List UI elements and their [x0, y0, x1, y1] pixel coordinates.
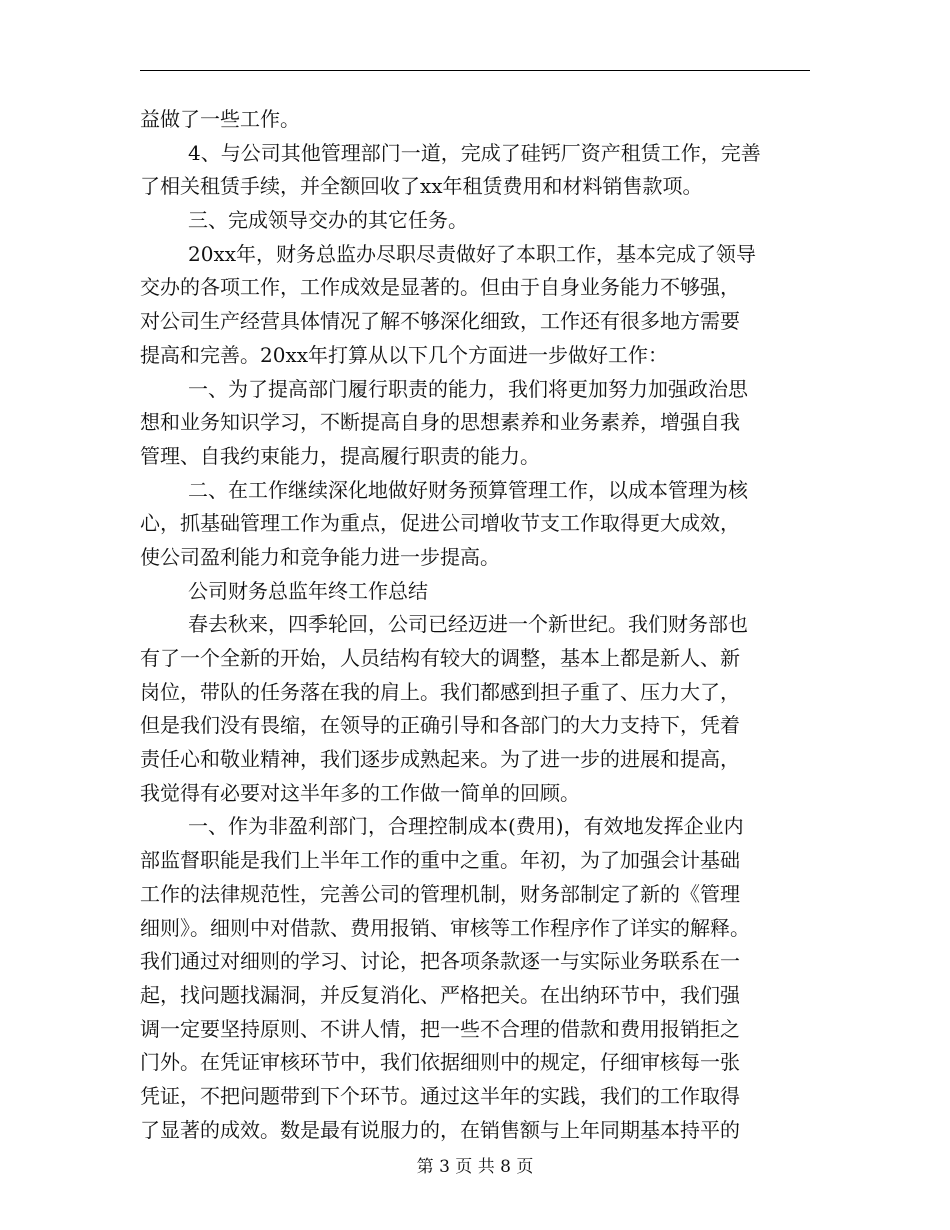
text-line: 三、完成领导交办的其它任务。	[188, 208, 468, 233]
text-line: 有了一个全新的开始，人员结构有较大的调整，基本上都是新人、新	[140, 646, 740, 670]
text-line: 管理、自我约束能力，提高履行职责的能力。	[140, 443, 540, 468]
text-line: 益做了一些工作。	[140, 107, 300, 131]
text-line: 交办的各项工作，工作成效是显著的。但由于自身业务能力不够强，	[140, 275, 740, 300]
text-line: 细则》。细则中对借款、费用报销、审核等工作程序作了详实的解释。	[140, 915, 750, 940]
text-line: 心，抓基础管理工作为重点，促进公司增收节支工作取得更大成效，	[140, 511, 740, 536]
text-line: 对公司生产经营具体情况了解不够深化细致，工作还有很多地方需要	[140, 309, 740, 334]
text-line: 我们通过对细则的学习、讨论，把各项条款逐一与实际业务联系在一	[140, 949, 740, 974]
text-line: 20xx年，财务总监办尽职尽责做好了本职工作，基本完成了领导	[188, 241, 757, 266]
text-line: 一、为了提高部门履行职责的能力，我们将更加努力加强政治思	[188, 376, 748, 401]
text-line: 想和业务知识学习，不断提高自身的思想素养和业务素养，增强自我	[140, 410, 740, 435]
text-line: 门外。在凭证审核环节中，我们依据细则中的规定，仔细审核每一张	[140, 1050, 740, 1075]
text-line: 岗位，带队的任务落在我的肩上。我们都感到担子重了、压力大了，	[140, 679, 740, 704]
text-line: 调一定要坚持原则、不讲人情，把一些不合理的借款和费用报销拒之	[140, 1016, 740, 1041]
header-rule	[140, 70, 810, 71]
text-line: 凭证，不把问题带到下个环节。通过这半年的实践，我们的工作取得	[140, 1083, 740, 1108]
section-title: 公司财务总监年终工作总结	[188, 578, 428, 603]
text-line: 工作的法律规范性，完善公司的管理机制，财务部制定了新的《管理	[140, 881, 740, 906]
text-line: 了显著的成效。数是最有说服力的，在销售额与上年同期基本持平的	[140, 1117, 740, 1142]
text-line: 但是我们没有畏缩，在领导的正确引导和各部门的大力支持下，凭着	[140, 713, 740, 738]
page-number: 第 3 页 共 8 页	[416, 1157, 534, 1177]
text-line: 一、作为非盈利部门，合理控制成本(费用)，有效地发挥企业内	[188, 814, 744, 839]
text-line: 部监督职能是我们上半年工作的重中之重。年初，为了加强会计基础	[140, 848, 740, 873]
text-line: 春去秋来，四季轮回，公司已经迈进一个新世纪。我们财务部也	[188, 612, 748, 637]
text-line: 二、在工作继续深化地做好财务预算管理工作，以成本管理为核	[188, 477, 748, 502]
text-line: 使公司盈利能力和竞争能力进一步提高。	[140, 544, 500, 569]
text-line: 我觉得有必要对这半年多的工作做一简单的回顾。	[140, 780, 580, 805]
text-line: 了相关租赁手续，并全额回收了xx年租赁费用和材料销售款项。	[140, 174, 703, 199]
text-line: 提高和完善。20xx年打算从以下几个方面进一步做好工作：	[140, 342, 669, 367]
body-text	[140, 103, 820, 1147]
text-line: 责任心和敬业精神，我们逐步成熟起来。为了进一步的进展和提高，	[140, 747, 740, 772]
text-line: 起，找问题找漏洞，并反复消化、严格把关。在出纳环节中，我们强	[140, 982, 740, 1007]
text-line: 4、与公司其他管理部门一道，完成了硅钙厂资产租赁工作，完善	[188, 140, 761, 165]
